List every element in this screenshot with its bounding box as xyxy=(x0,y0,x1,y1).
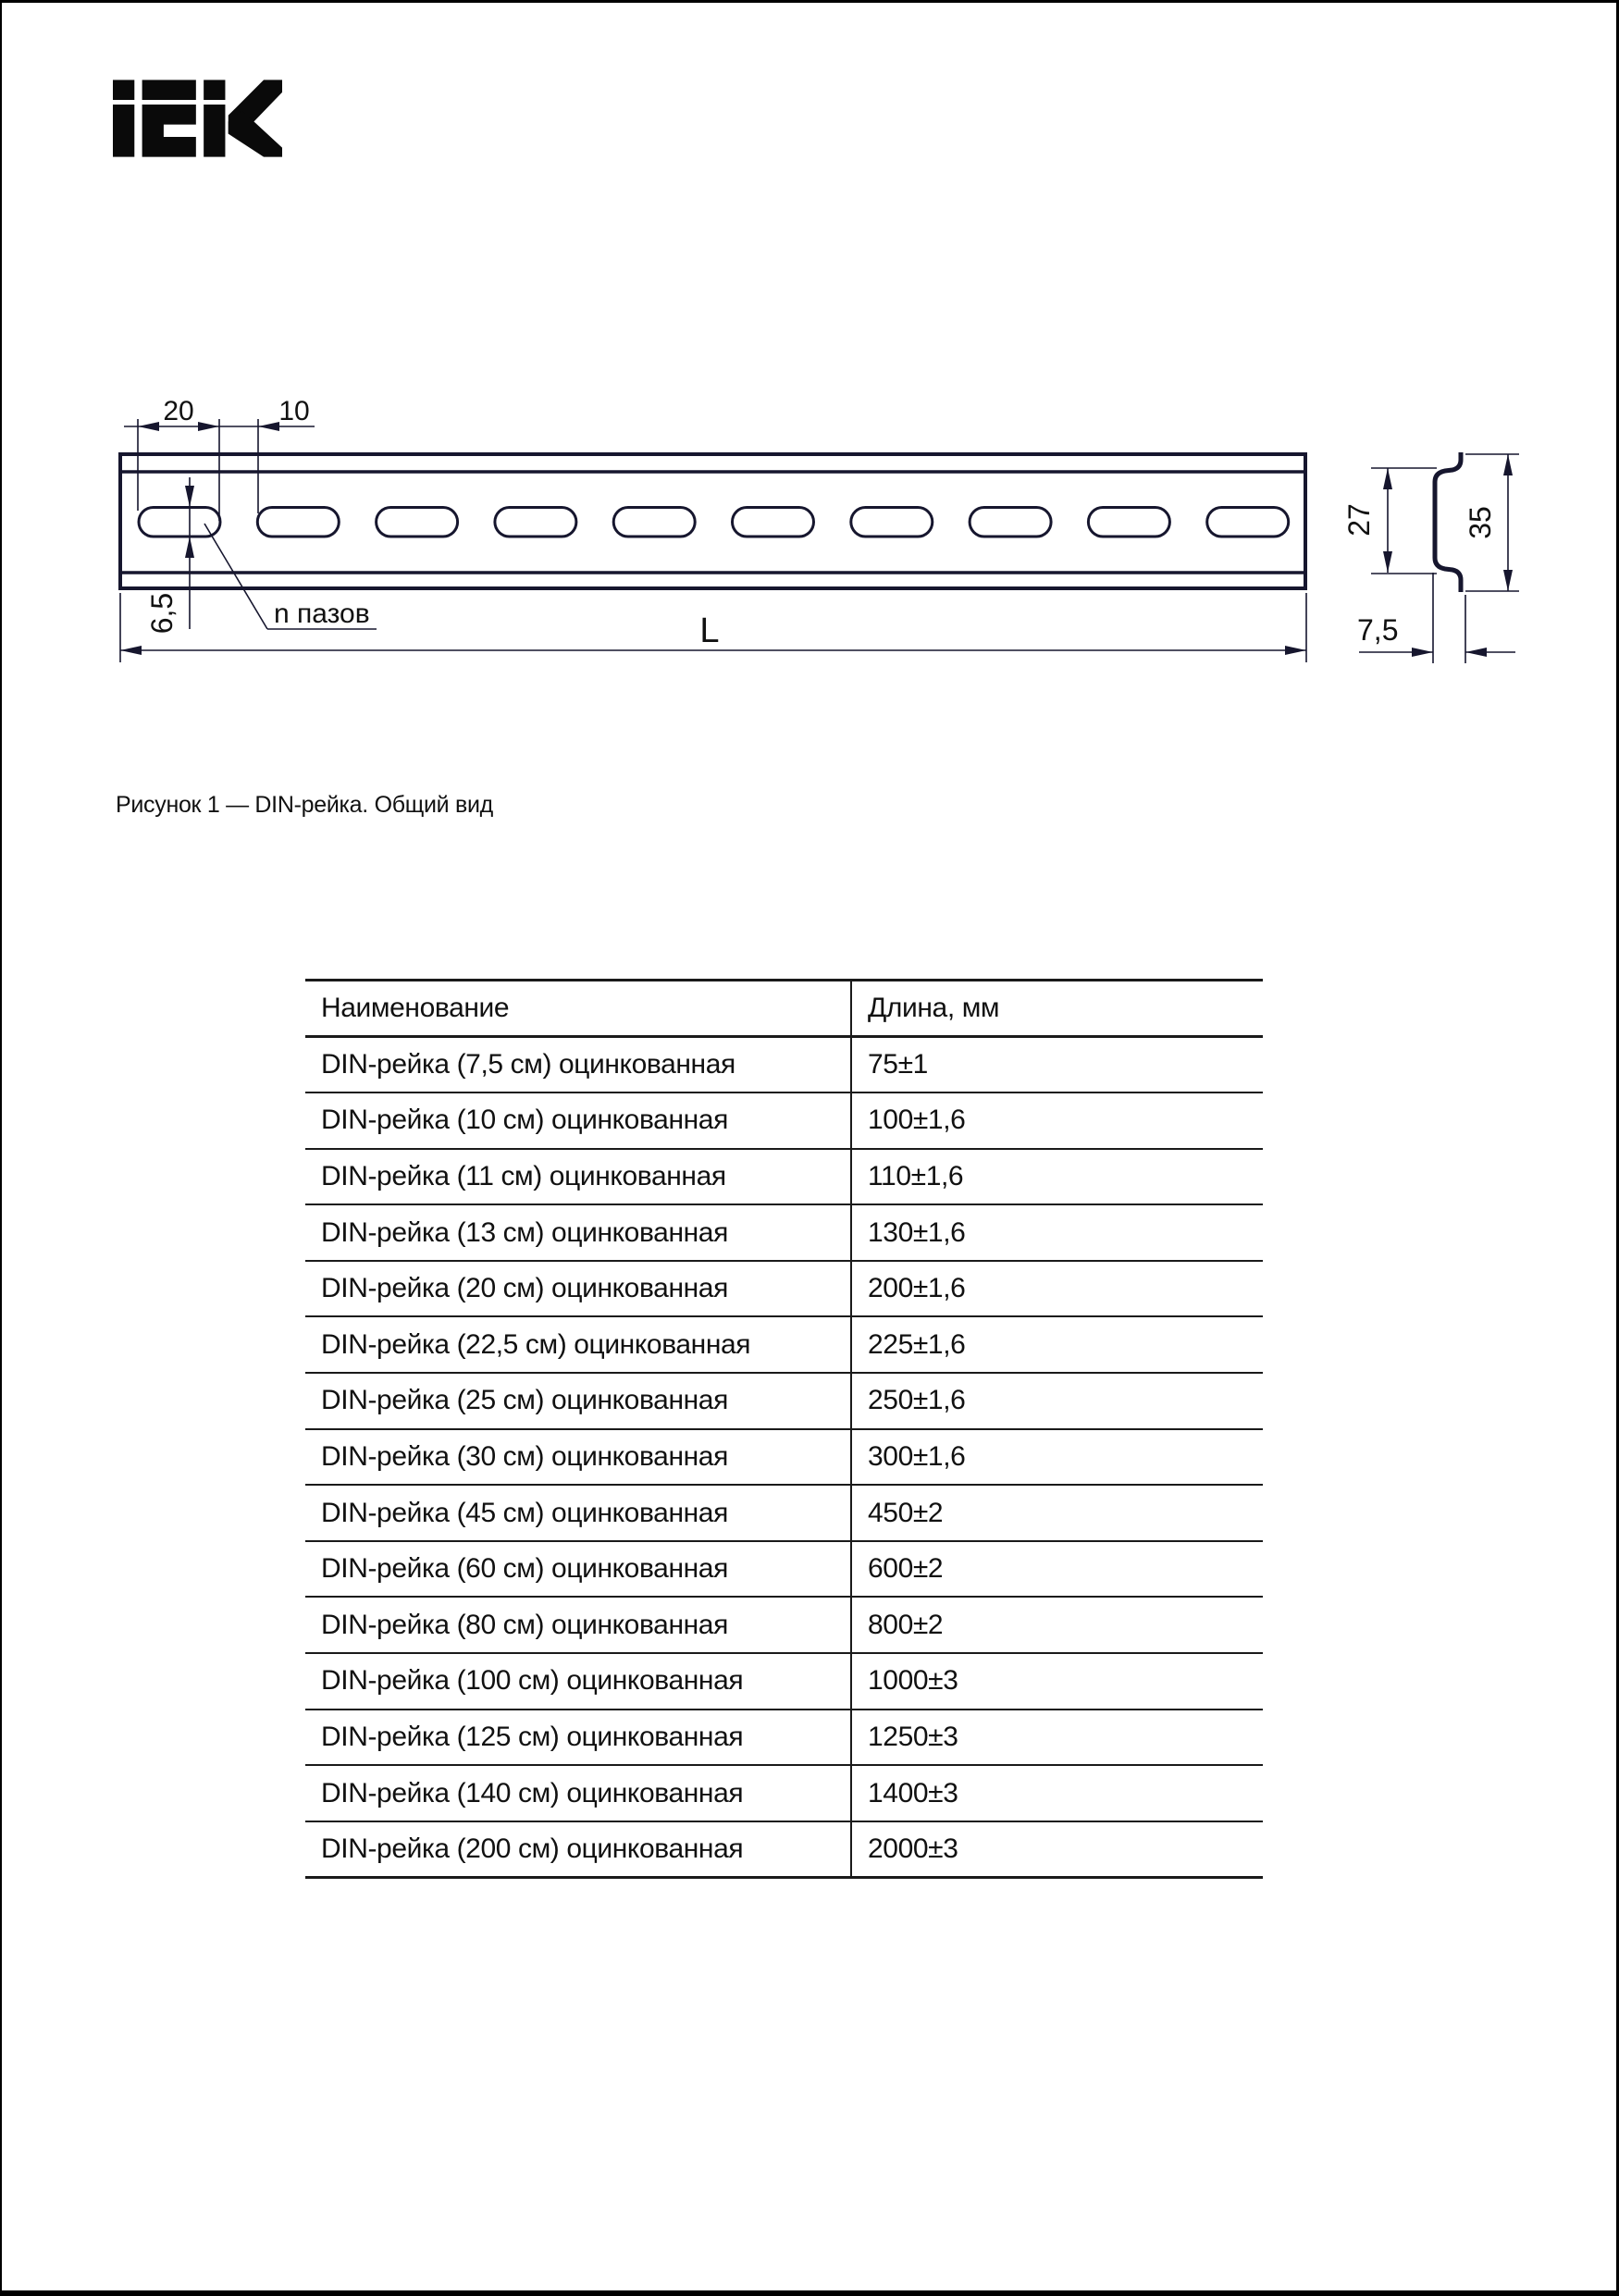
dim-label-20: 20 xyxy=(163,396,194,426)
dimension-profile-depth xyxy=(1357,573,1515,663)
table-row xyxy=(305,1429,1263,1486)
product-name-cell: DIN-рейка (22,5 см) оцинкованная xyxy=(305,1316,851,1373)
length-cell: 130±1,6 xyxy=(868,1216,966,1248)
logo-k-stem xyxy=(204,105,225,157)
rail-body xyxy=(120,454,1305,588)
product-name-cell: DIN-рейка (100 см) оцинкованная xyxy=(305,1653,851,1710)
rail-slot xyxy=(1088,508,1169,537)
product-name-cell: DIN-рейка (140 см) оцинкованная xyxy=(305,1765,851,1821)
dim-label-35: 35 xyxy=(1464,506,1497,539)
length-cell: 110±1,6 xyxy=(868,1160,964,1191)
logo-e-top xyxy=(142,80,196,100)
table-row xyxy=(305,1765,1263,1821)
rail-slot xyxy=(851,508,933,537)
rail-slot xyxy=(613,508,695,537)
rail-slot xyxy=(970,508,1051,537)
length-cell: 300±1,6 xyxy=(868,1440,966,1472)
dimension-profile-inner-height xyxy=(1342,468,1437,574)
product-name-cell: DIN-рейка (60 см) оцинкованная xyxy=(305,1541,851,1598)
table-row xyxy=(305,1204,1263,1261)
rail-slot xyxy=(495,508,576,537)
length-cell: 100±1,6 xyxy=(868,1105,966,1136)
product-name-cell: DIN-рейка (45 см) оцинкованная xyxy=(305,1485,851,1541)
product-name-cell: DIN-рейка (25 см) оцинкованная xyxy=(305,1373,851,1429)
table-row xyxy=(305,1149,1263,1205)
dim-label-10: 10 xyxy=(278,396,310,426)
rail-slot xyxy=(139,508,220,537)
length-cell: 250±1,6 xyxy=(868,1385,966,1416)
logo-k-top xyxy=(204,80,225,100)
dim-label-7-5: 7,5 xyxy=(1357,613,1399,647)
rail-slots xyxy=(139,508,1289,537)
length-cell: 75±1 xyxy=(868,1049,928,1080)
slots-note-label: n пазов xyxy=(274,599,370,629)
dim-label-6-5: 6,5 xyxy=(145,592,179,635)
table-row xyxy=(305,1653,1263,1710)
table-row xyxy=(305,1261,1263,1317)
iek-logo xyxy=(113,80,282,157)
logo-i-dot xyxy=(113,80,134,100)
product-name-cell: DIN-рейка (10 см) оцинкованная xyxy=(305,1092,851,1149)
column-header-length: Длина, мм xyxy=(868,993,1000,1023)
rail-slot xyxy=(733,508,814,537)
product-name-cell: DIN-рейка (125 см) оцинкованная xyxy=(305,1710,851,1766)
length-cell: 1000±3 xyxy=(868,1665,958,1697)
table-row xyxy=(305,1316,1263,1373)
length-cell: 1250±3 xyxy=(868,1721,958,1752)
product-name-cell: DIN-рейка (20 см) оцинкованная xyxy=(305,1261,851,1317)
product-name-cell: DIN-рейка (13 см) оцинкованная xyxy=(305,1204,851,1261)
product-name-cell: DIN-рейка (7,5 см) оцинкованная xyxy=(305,1037,851,1093)
table-row xyxy=(305,1092,1263,1149)
dimension-slot-pitch xyxy=(124,396,315,521)
logo-e-body xyxy=(142,105,196,157)
table-row xyxy=(305,1485,1263,1541)
table-header-row xyxy=(305,981,1263,1037)
product-name-cell: DIN-рейка (80 см) оцинкованная xyxy=(305,1597,851,1653)
figure-caption: Рисунок 1 — DIN-рейка. Общий вид xyxy=(116,792,493,818)
table-row xyxy=(305,1373,1263,1429)
logo-i-stem xyxy=(113,105,134,157)
product-name-cell: DIN-рейка (11 см) оцинкованная xyxy=(305,1149,851,1205)
product-name-cell: DIN-рейка (200 см) оцинкованная xyxy=(305,1821,851,1878)
rail-slot xyxy=(257,508,339,537)
table-row xyxy=(305,1541,1263,1598)
length-cell: 2000±3 xyxy=(868,1833,958,1864)
rail-slot xyxy=(377,508,458,537)
column-header-name: Наименование xyxy=(305,981,851,1037)
dim-label-L: L xyxy=(699,611,720,650)
product-name-cell: DIN-рейка (30 см) оцинкованная xyxy=(305,1429,851,1486)
table-row xyxy=(305,1710,1263,1766)
length-cell: 225±1,6 xyxy=(868,1328,966,1360)
rail-slot xyxy=(1207,508,1289,537)
length-cell: 450±2 xyxy=(868,1497,944,1528)
table-row xyxy=(305,1821,1263,1878)
spec-table xyxy=(305,979,1263,1879)
length-cell: 200±1,6 xyxy=(868,1273,966,1304)
length-cell: 1400±3 xyxy=(868,1777,958,1808)
dimension-profile-height xyxy=(1464,454,1519,591)
dim-label-27: 27 xyxy=(1342,503,1376,537)
table-row xyxy=(305,1037,1263,1093)
length-cell: 600±2 xyxy=(868,1553,944,1585)
length-cell: 800±2 xyxy=(868,1609,944,1640)
slots-count-note xyxy=(204,524,377,629)
cross-section-profile xyxy=(1435,452,1461,592)
table-row xyxy=(305,1597,1263,1653)
din-rail-drawing xyxy=(2,391,1619,678)
dimension-slot-width xyxy=(145,477,194,634)
